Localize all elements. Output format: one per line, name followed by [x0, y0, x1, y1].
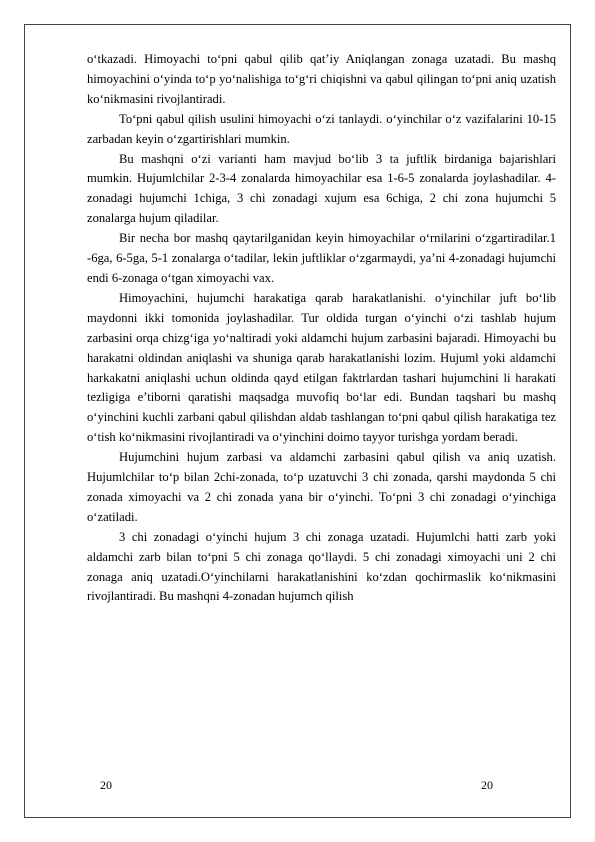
paragraph-5: Himoyachini, hujumchi harakatiga qarab harakatlanishi. o‘yinchilar juft bo‘lib maydonni ikki tomonida joylashadilar. Tur oldida turgan o‘yinchi o‘zi tashlab hujum zarbasini orqa chizg‘iga yo‘naltiradi yoki aldamchi hujum zarbasini bajaradi. Himoyachi bu harakatni oldindan aniqlashi va shuniga qarab harakatlanishi lozim. Hujuml yoki aldamchi harkakatni aniqlashi uchun oldinda qayd etilgan faktrlardan tashari hujumchini li harakati tezligiga e’tiborni qaratishi maqsadga muvofiq bo‘lar edi. Bundan taqshari bu mashq o‘yinchini kuchli zarbani qabul qilishdan aldab tashlangan to‘pni qabul qilish harakatiga tez o‘tish ko‘nikmasini rivojlantiradi va o‘yinchini doimo tayyor turishga yordam beradi.	[87, 290, 556, 445]
paragraph-6: Hujumchini hujum zarbasi va aldamchi zarbasini qabul qilish va aniq uzatish. Hujumlchilar to‘p bilan 2chi-zonada, to‘p uzatuvchi 3 chi zonada, qarshi maydonda 5 chi zonada ximoyachi va 2 chi zonada yana bir o‘yinchi. To‘pni 3 chi zonadagi o‘yinchiga o‘zatiladi.	[87, 450, 556, 524]
paragraph-2: To‘pni qabul qilish usulini himoyachi o‘zi tanlaydi. o‘yinchilar o‘z vazifalarini 10-15 zarbadan keyin o‘zgartirishlari mumkin.	[87, 111, 556, 146]
paragraph-7: 3 chi zonadagi o‘yinchi hujum 3 chi zonaga uzatadi. Hujumlchi hatti zarb yoki aldamchi zarb bilan to‘pni 5 chi zonaga qo‘llaydi. 5 chi zonadagi ximoyachi uni 2 chi zonaga aniq uzatadi.O‘yinchilarni harakatlanishini ko‘zdan qochirmaslik ko‘nikmasini rivojlantiradi. Bu mashqni 4-zonadan hujumch qilish	[87, 529, 556, 604]
page-number-left: 20	[100, 778, 112, 792]
page-number-right: 20	[481, 778, 493, 792]
document-body	[87, 50, 556, 607]
paragraph-1: o‘tkazadi. Himoyachi to‘pni qabul qilib qat’iy Aniqlangan zonaga uzatadi. Bu mashq himoyachini o‘yinda to‘p yo‘nalishiga to‘g‘ri chiqishni va qabul qilingan to‘pni aniq uzatish ko‘nikmasini rivojlantiradi.	[87, 52, 556, 106]
paragraph-3: Bu mashqni o‘zi varianti ham mavjud bo‘lib 3 ta juftlik birdaniga bajarishlari mumkin. Hujumlchilar 2-3-4 zonalarda himoyachilar esa 1-6-5 zonalarda joylashadilar. 4-zonadagi hujumchi 1chiga, 3 chi zonadagi xujum esa 6chiga, 2 chi zona hujumchi 5 zonalarga hujum qiladilar.	[87, 151, 556, 226]
paragraph-4: Bir necha bor mashq qaytarilganidan keyin himoyachilar o‘rnilarini o‘zgartiradilar.1 -6ga, 6-5ga, 5-1 zonalarga o‘tadilar, lekin juftliklar o‘zgarmaydi, ya’ni 4-zonadagi hujumchi endi 6-zonaga o‘tgan ximoyachi vax.	[87, 231, 556, 285]
